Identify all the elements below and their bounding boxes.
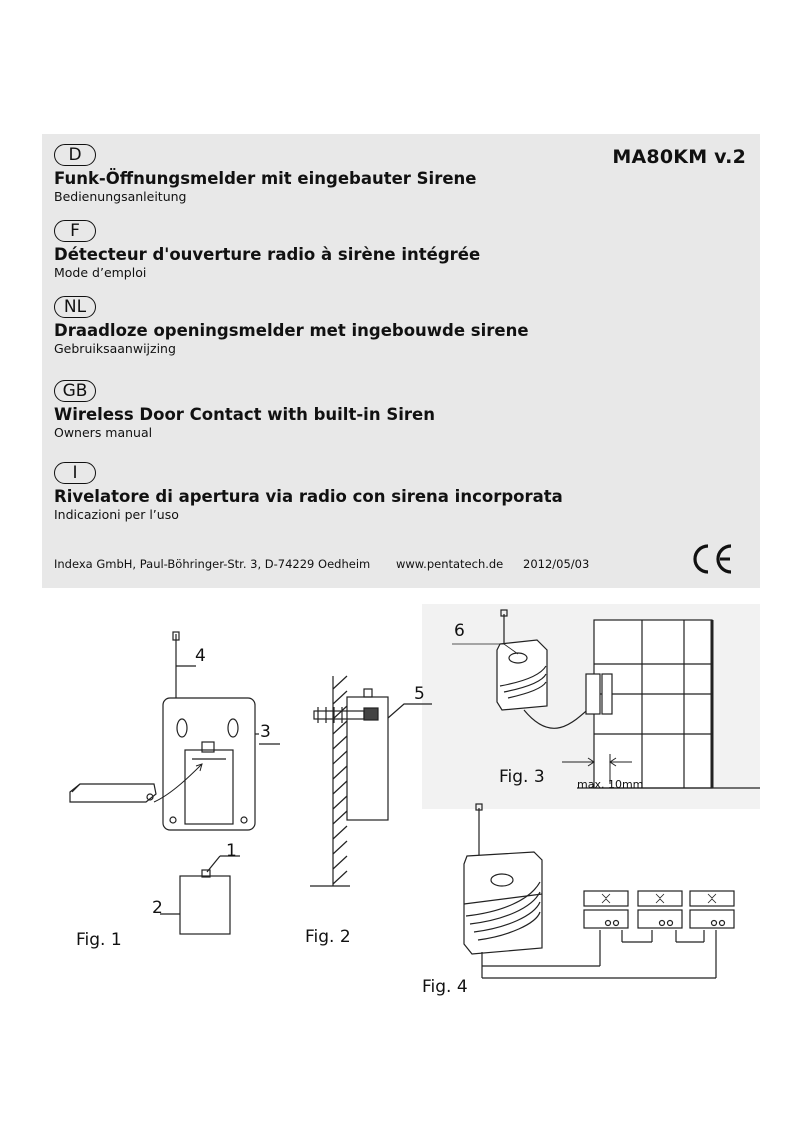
- subtitle-de: Bedienungsanleitung: [54, 189, 187, 204]
- language-block-it: [54, 462, 563, 522]
- subtitle-gb: Owners manual: [54, 425, 153, 440]
- subtitle-nl: Gebruiksaanwijzing: [54, 341, 176, 356]
- language-badge-de: D: [54, 144, 96, 166]
- language-block-gb: [54, 380, 435, 440]
- language-block-nl: [54, 296, 529, 356]
- fig2-label: Fig. 2: [305, 927, 351, 947]
- fig4-label: Fig. 4: [422, 977, 468, 997]
- language-block-de: [54, 144, 476, 204]
- callout-6: 6: [454, 621, 465, 641]
- ce-mark-icon: [690, 542, 734, 576]
- fig1-label: Fig. 1: [76, 930, 122, 950]
- subtitle-it: Indicazioni per l’uso: [54, 507, 179, 522]
- figures-area: [42, 594, 760, 1014]
- subtitle-fr: Mode d’emploi: [54, 265, 147, 280]
- language-badge-fr: F: [54, 220, 96, 242]
- title-de: Funk-Öffnungsmelder mit eingebauter Sirene: [54, 169, 477, 188]
- publication-date: 2012/05/03: [523, 557, 590, 571]
- model-number: MA80KM v.2: [612, 146, 746, 168]
- fig2-drawing: [310, 676, 432, 886]
- language-badge-it: I: [54, 462, 96, 484]
- title-it: Rivelatore di apertura via radio con sirena incorporata: [54, 487, 563, 506]
- callout-5: 5: [414, 684, 425, 704]
- fig3-label: Fig. 3: [499, 767, 545, 787]
- title-band: [42, 134, 760, 588]
- fig1-drawing: [70, 632, 280, 934]
- language-badge-nl: NL: [54, 296, 96, 318]
- fig4-drawing: [464, 804, 734, 978]
- title-gb: Wireless Door Contact with built-in Siren: [54, 405, 435, 424]
- website-link[interactable]: www.pentatech.de: [396, 557, 504, 571]
- company-address: Indexa GmbH, Paul-Böhringer-Str. 3, D-74229 Oedheim: [54, 557, 371, 571]
- gap-label: max. 10mm: [577, 778, 644, 791]
- callout-4: 4: [195, 646, 206, 666]
- installation-drawings: [42, 594, 760, 1014]
- callout-1: 1: [226, 841, 237, 861]
- callout-2: 2: [152, 898, 163, 918]
- language-badge-gb: GB: [54, 380, 96, 402]
- language-block-fr: [54, 220, 480, 280]
- title-nl: Draadloze openingsmelder met ingebouwde sirene: [54, 321, 529, 340]
- callout-3: 3: [260, 722, 271, 742]
- title-fr: Détecteur d'ouverture radio à sirène intégrée: [54, 245, 481, 264]
